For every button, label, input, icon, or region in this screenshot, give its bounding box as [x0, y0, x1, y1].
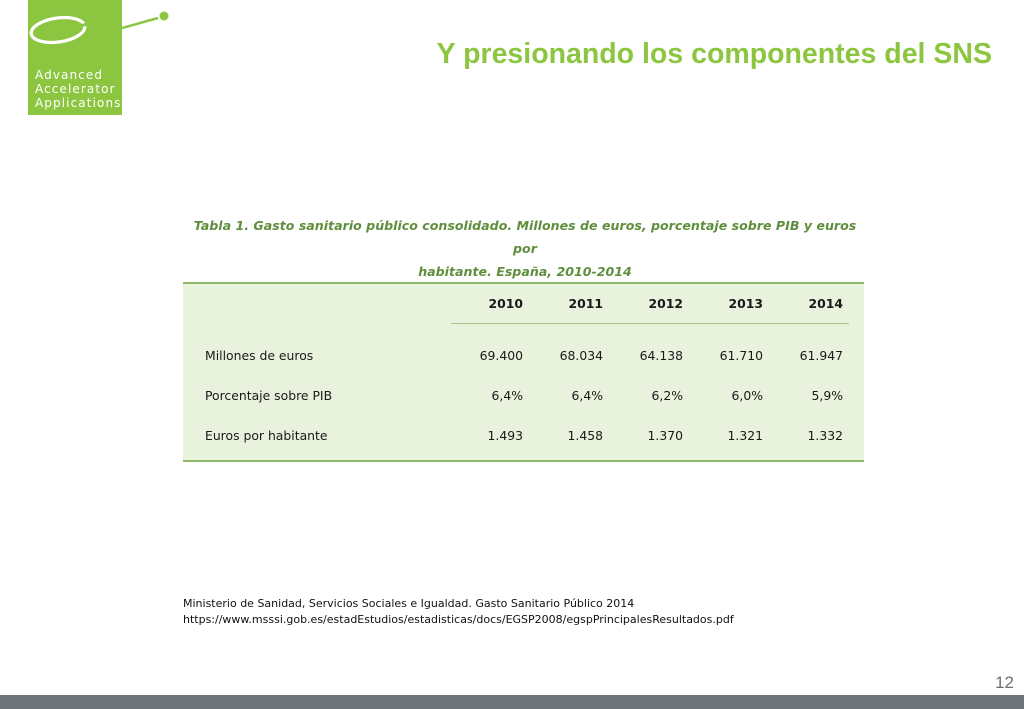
logo-text [35, 68, 121, 110]
logo-line-3: Applications [35, 96, 122, 110]
table-cell: 1.493 [487, 428, 523, 443]
table-cell: 6,4% [571, 388, 603, 403]
table-header-year: 2012 [648, 296, 683, 311]
source-citation [183, 596, 734, 628]
table-cell: 1.321 [727, 428, 763, 443]
table-cell: 68.034 [559, 348, 603, 363]
source-line-1: Ministerio de Sanidad, Servicios Sociales e Igualdad. Gasto Sanitario Público 2014 [183, 597, 635, 610]
logo-line-1: Advanced [35, 68, 104, 82]
logo-swoosh-tail-icon [98, 8, 178, 38]
table-header-year: 2013 [728, 296, 763, 311]
table-caption-line-1: Tabla 1. Gasto sanitario público consolidado. Millones de euros, porcentaje sobre PIB y euros por [193, 218, 857, 256]
table-cell: 1.458 [567, 428, 603, 443]
row-label: Porcentaje sobre PIB [205, 388, 333, 403]
table-cell: 6,4% [491, 388, 523, 403]
table-cell: 69.400 [479, 348, 523, 363]
table-caption-line-2: habitante. España, 2010-2014 [418, 264, 632, 279]
table-cell: 6,0% [731, 388, 763, 403]
table-cell: 64.138 [639, 348, 683, 363]
table-cell: 1.332 [807, 428, 843, 443]
table-header-year: 2014 [808, 296, 843, 311]
row-label: Millones de euros [205, 348, 314, 363]
header-divider [451, 323, 849, 324]
page-number: 12 [995, 673, 1014, 692]
table-caption [183, 214, 867, 283]
table-cell: 61.947 [799, 348, 843, 363]
table-cell: 5,9% [811, 388, 843, 403]
row-label: Euros por habitante [205, 428, 328, 443]
table-header-year: 2010 [488, 296, 523, 311]
footer-bar [0, 695, 1024, 709]
table-cell: 1.370 [647, 428, 683, 443]
data-table [183, 282, 864, 462]
source-url[interactable]: https://www.msssi.gob.es/estadEstudios/estadisticas/docs/EGSP2008/egspPrincipalesResultados.pdf [183, 613, 734, 626]
table-cell: 6,2% [651, 388, 683, 403]
slide-title: Y presionando los componentes del SNS [436, 38, 992, 70]
table-header-year: 2011 [568, 296, 603, 311]
table-cell: 61.710 [719, 348, 763, 363]
logo-line-2: Accelerator [35, 82, 116, 96]
